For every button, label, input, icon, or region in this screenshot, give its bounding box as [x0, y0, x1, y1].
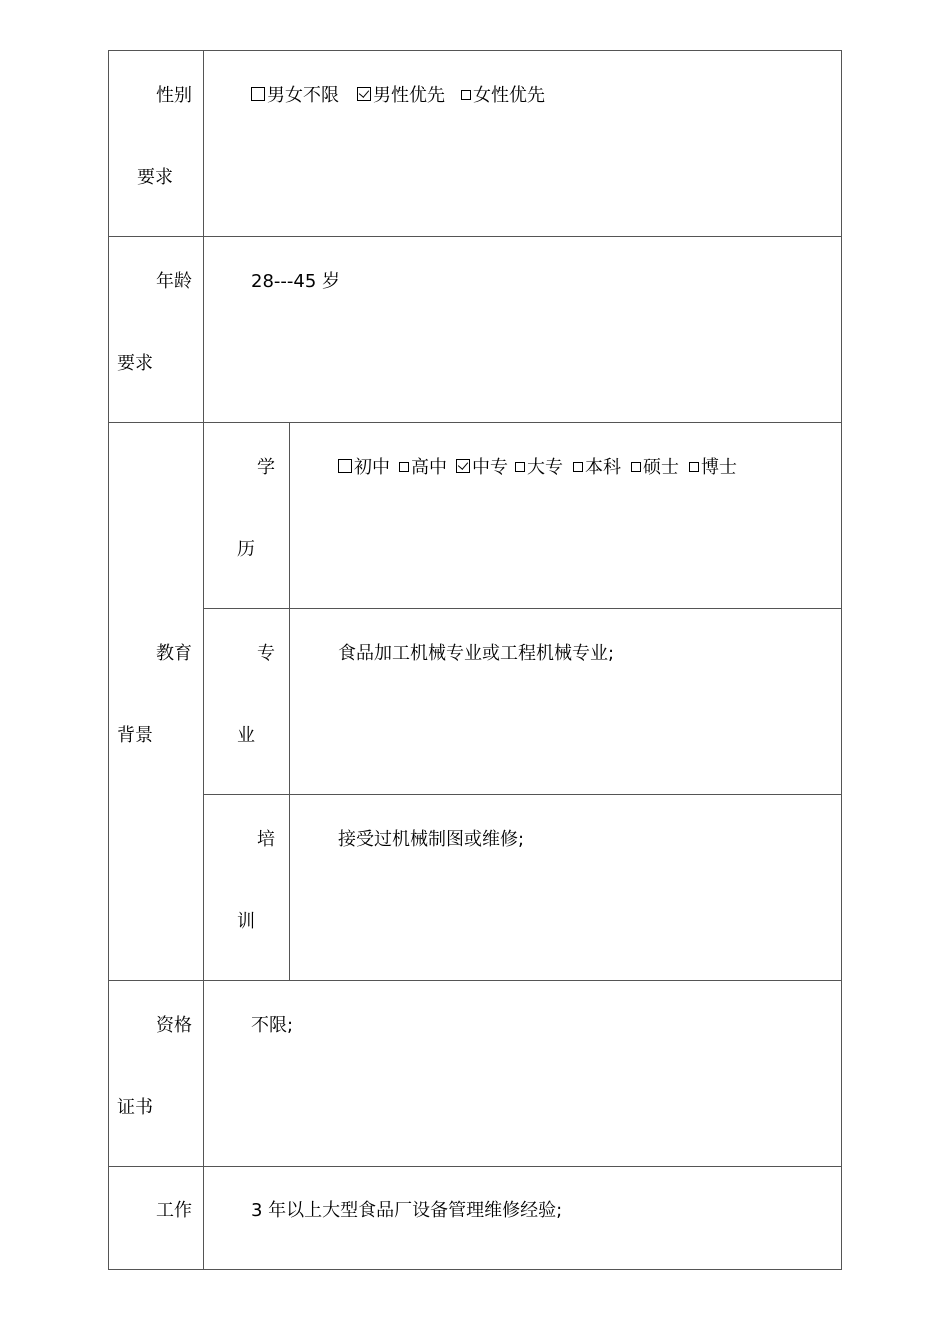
unchecked-checkbox-icon[interactable] [399, 462, 409, 472]
training-label-line1: 培 [257, 829, 275, 850]
row-divider-age-education [108, 422, 842, 423]
table-border-right [841, 50, 842, 1270]
gender-option-label: 女性优先 [473, 85, 545, 106]
certificate-label-line2: 证书 [117, 1097, 153, 1118]
row-divider-gender-age [108, 236, 842, 237]
certificate-label-line1: 资格 [156, 1015, 192, 1036]
major-label-line1: 专 [257, 643, 275, 664]
row-divider-certificate-work [108, 1166, 842, 1167]
row-divider-education-certificate [108, 980, 842, 981]
age-label-line2: 要求 [117, 353, 153, 374]
certificate-value: 不限; [251, 1015, 294, 1036]
education-label-line1: 教育 [156, 643, 192, 664]
unchecked-checkbox-icon[interactable] [573, 462, 583, 472]
age-value: 28---45 岁 [251, 271, 341, 292]
degree-option-label: 高中 [411, 457, 447, 478]
checked-checkbox-icon[interactable] [357, 87, 371, 101]
table-border-top [108, 50, 842, 51]
unchecked-checkbox-icon[interactable] [461, 90, 471, 100]
degree-label-line1: 学 [257, 457, 275, 478]
row-divider-major-training [203, 794, 842, 795]
degree-option-5[interactable] [573, 457, 621, 478]
unchecked-checkbox-icon[interactable] [515, 462, 525, 472]
degree-option-label: 中专 [472, 457, 508, 478]
work-label-line1: 工作 [156, 1200, 192, 1221]
unchecked-checkbox-icon[interactable] [689, 462, 699, 472]
table-border-left [108, 50, 109, 1270]
degree-label-line2: 历 [237, 539, 255, 560]
degree-option-1[interactable] [338, 457, 390, 478]
checked-checkbox-icon[interactable] [456, 459, 470, 473]
degree-option-3[interactable] [456, 457, 508, 478]
degree-option-label: 大专 [527, 457, 563, 478]
degree-options [338, 457, 737, 479]
gender-options [251, 85, 545, 107]
education-label-line2: 背景 [117, 725, 153, 746]
degree-option-label: 博士 [701, 457, 737, 478]
table-border-bottom [108, 1269, 842, 1270]
gender-label-line1: 性别 [156, 85, 192, 106]
gender-option-2[interactable] [357, 85, 445, 106]
unchecked-checkbox-icon[interactable] [251, 87, 265, 101]
sublabel-column-divider [289, 422, 290, 980]
training-label-line2: 训 [237, 911, 255, 932]
row-divider-degree-major [203, 608, 842, 609]
work-value: 3 年以上大型食品厂设备管理维修经验; [251, 1200, 563, 1221]
degree-option-label: 硕士 [643, 457, 679, 478]
degree-option-2[interactable] [399, 457, 447, 478]
unchecked-checkbox-icon[interactable] [631, 462, 641, 472]
training-value: 接受过机械制图或维修; [338, 829, 525, 850]
gender-option-label: 男性优先 [373, 85, 445, 106]
degree-option-4[interactable] [515, 457, 563, 478]
degree-option-7[interactable] [689, 457, 737, 478]
degree-option-6[interactable] [631, 457, 679, 478]
degree-option-label: 初中 [354, 457, 390, 478]
age-label-line1: 年龄 [156, 271, 192, 292]
major-label-line2: 业 [237, 725, 255, 746]
gender-option-3[interactable] [461, 85, 545, 106]
unchecked-checkbox-icon[interactable] [338, 459, 352, 473]
label-column-divider [203, 50, 204, 1270]
gender-label-line2: 要求 [137, 167, 173, 188]
degree-option-label: 本科 [585, 457, 621, 478]
gender-option-1[interactable] [251, 85, 339, 106]
gender-option-label: 男女不限 [267, 85, 339, 106]
major-value: 食品加工机械专业或工程机械专业; [338, 643, 615, 664]
